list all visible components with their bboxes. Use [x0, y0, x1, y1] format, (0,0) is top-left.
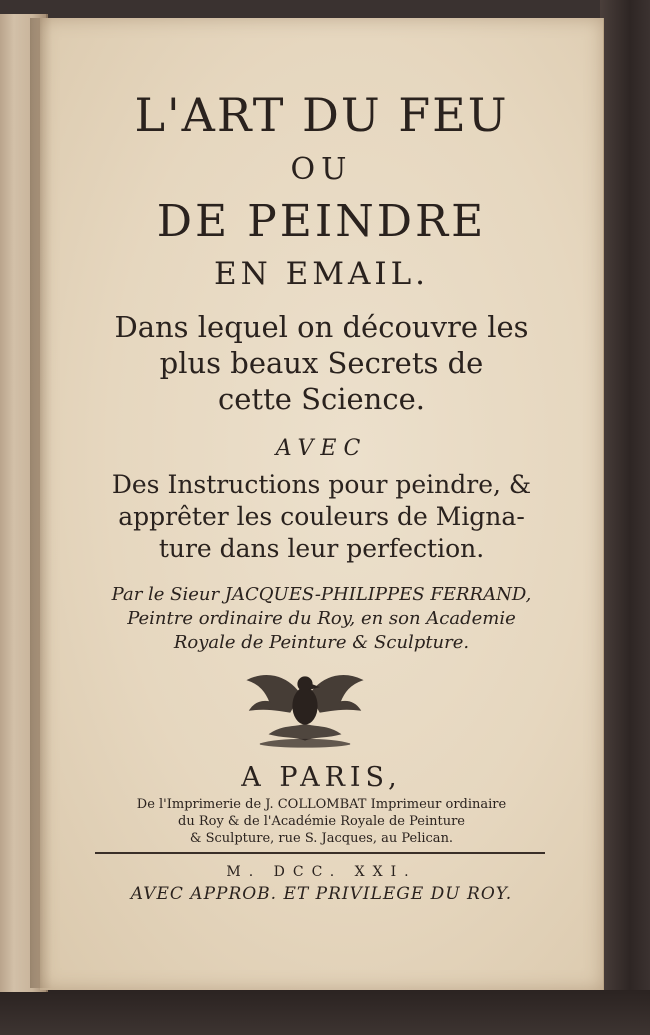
printer-line-1: De l'Imprimerie de J. COLLOMBAT Imprimeur ordinaire	[136, 797, 507, 812]
title-page	[40, 18, 604, 990]
title-line-3: DE PEINDRE	[156, 196, 487, 247]
subtitle-line-2: plus beaux Secrets de	[159, 346, 484, 380]
author-line-3: Royale de Peinture & Sculpture.	[173, 632, 470, 653]
description-line-1: Des Instructions pour peindre, &	[111, 470, 532, 499]
backdrop-bottom	[0, 990, 650, 1035]
avec-heading: AVEC	[275, 436, 368, 461]
subtitle-line-3: cette Science.	[218, 382, 425, 416]
backdrop	[600, 0, 650, 1035]
privilege-line: AVEC APPROB. ET PRIVILEGE DU ROY.	[130, 884, 513, 904]
imprint-rule	[95, 852, 545, 854]
title-line-4: EN EMAIL.	[213, 256, 430, 292]
imprint-date: M. DCC. XXI.	[226, 864, 417, 880]
imprint-place: A PARIS,	[241, 762, 402, 793]
description-line-2: apprêter les couleurs de Migna-	[118, 502, 525, 531]
eagle-ornament-icon	[230, 654, 380, 754]
page-gutter-shadow	[30, 18, 52, 988]
author-line-2: Peintre ordinaire du Roy, en son Academie	[127, 608, 516, 629]
printer-line-3: & Sculpture, rue S. Jacques, au Pelican.	[189, 831, 454, 846]
title-page-text	[40, 18, 603, 990]
printer-line-2: du Roy & de l'Académie Royale de Peinture	[178, 814, 465, 829]
author-line-1: Par le Sieur JACQUES-PHILIPPES FERRAND,	[111, 584, 532, 605]
subtitle-line-1: Dans lequel on découvre les	[114, 310, 529, 344]
title-line-2: OU	[290, 152, 353, 187]
title-line-1: L'ART DU FEU	[134, 88, 509, 142]
description-line-3: ture dans leur perfection.	[158, 534, 485, 563]
